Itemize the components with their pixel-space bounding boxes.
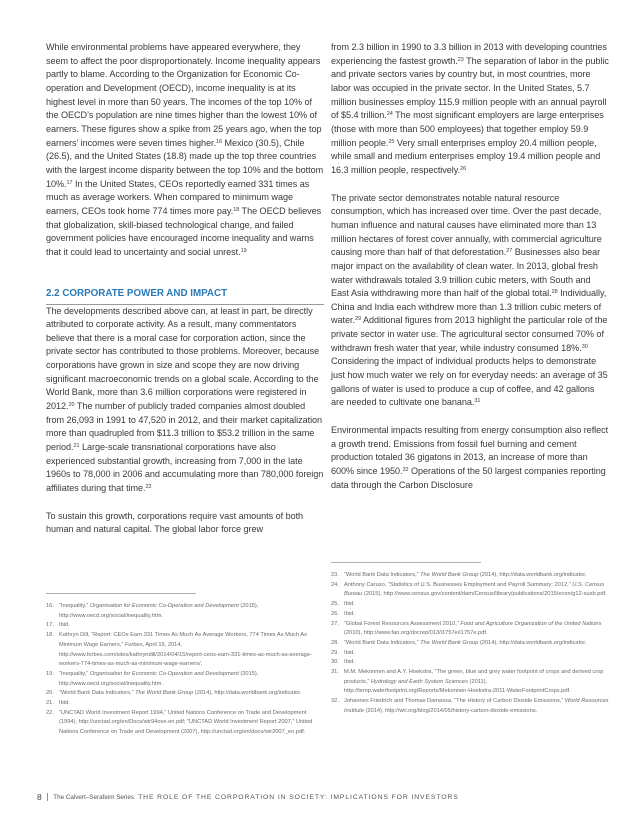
footnote-ref[interactable]: 17 [66,179,73,186]
footnote-ref[interactable]: 21 [73,443,80,450]
paragraph-labor-force [331,41,609,178]
series-name: The Calvert–Serafeim Series [53,793,135,801]
footnote-number: 21. [46,700,54,707]
footnote-text: Ibid. [344,601,355,608]
footnote-ref[interactable]: 25 [388,138,395,145]
footnote-number: 16. [46,603,54,609]
footnote-item [331,610,609,620]
paragraph-energy-consumption [331,424,609,492]
paragraph-sustain-growth [46,510,324,537]
footnote-item [46,670,324,689]
footnote-text: Johannes Friedrich and Thomas Damassa, “The History of Carbon Dioxide Emissions,” World Resources Institute (2014), http://wri.org/blog/2014/05/history-carbon-dioxide-emissions. [344,698,609,714]
footnote-number: 20. [46,690,54,697]
text-run: Individually, China and India each withdrew more than 1.3 trillion cubic meters of water. [331,288,607,326]
footnote-text: “Inequality,” Organisation for Economic Co-Operation and Development (2015), http://www.oecd.org/social/inequality.htm. [59,603,259,619]
paragraph-corporate-activity [46,305,324,496]
text-run: In the United States, CEOs reportedly earned 331 times as much as average workers. When compared to minimum wage earners, CEOs took home 774 times more pay. [46,178,310,216]
footnote-number: 29. [331,649,339,656]
footnote-number: 31. [331,669,339,676]
text-run: from 2.3 billion in 1990 to 3.3 billion in 2013 with developing countries experiencing the fastest growth. [331,42,607,66]
footnote-text: “Inequality,” Organisation for Economic Co-Operation and Development (2015), http://www.oecd.org/social/inequality.htm. [59,670,259,687]
text-run: The developments described above can, at least in part, be directly attributed to corporate activity. As a result, many commentators believe that there is a moral case for corporation action, since the private sector has contributed to those problems. Moreover, because corporations have grown in size and scope they are now driving significant macroeconomic trends on a global scale. According to the World Bank, more than 3.6 million corporations were registered in 2012. [46,305,320,412]
footnote-ref[interactable]: 27 [506,248,513,255]
footnote-divider [331,562,481,563]
footnote-item [331,668,609,697]
footnote-item [331,600,609,610]
paragraph-income-inequality [46,41,324,260]
footnote-ref[interactable]: 29 [354,316,361,323]
footnote-item [331,658,609,668]
footnote-text: “World Bank Data Indicators,” The World Bank Group (2014), http://data.worldbank.org/indicator. [344,639,587,646]
footnote-item [46,689,324,699]
footnote-number: 23. [331,572,339,578]
text-run: While environmental problems have appeared everywhere, they seem to affect the poor disproportionately. Income inequality appears partly to blame. According to the Organization for Economic Co-operation and Development (OECD), income inequality is at its highest level in more than 50 years. The incomes of the top 10% of the OECD’s population are nine times higher than the lowest 10% of earners. These figures show a spike from 25 years ago, when the top earners’ incomes were seven times higher. [46,42,322,148]
text-run: The OECD believes that globalization, skill-biased technological change, and failed government policies have encouraged income inequality and warns that it could lead to uncertainty and social unrest. [46,205,322,257]
text-run: To sustain this growth, corporations require vast amounts of both human and natural capital. The global labor force grew [46,510,304,535]
footnote-ref[interactable]: 16 [215,138,222,145]
footnote-ref[interactable]: 30 [581,343,588,350]
footnote-number: 27. [331,620,339,627]
footnote-ref[interactable]: 20 [68,402,75,409]
footnote-ref[interactable]: 22 [145,484,152,491]
footnote-number: 25. [331,601,339,608]
footnote-text: “Global Forest Resources Assessment 2010,” Food and Agriculture Organization of the United Nations (2010), http://www.fao.org/docrep/013/i1757e/i1757e.pdf. [344,620,602,637]
footnote-text: Ibid. [59,700,70,707]
footnote-list [46,602,324,738]
footnote-ref[interactable]: 28 [551,289,558,296]
footnote-text: M.M. Mekonnen and A.Y. Hoekstra, “The green, blue and grey water footprint of crops and derived crop products,” Hydrology and Earth System Sciences (2011), http://temp.waterfootprint.org/Reports/Mekonnen-Hoekstra-2011-WaterFootprintCrops.pdf. [344,669,604,695]
footnote-item [331,571,609,581]
text-run: Very small enterprises employ 20.4 million people, while small and medium enterprises employ 19.4 million people and 16.3 million people, respectively. [331,137,601,175]
right-column [331,41,609,492]
footer-divider-bar [47,793,49,801]
paragraph-natural-resources [331,192,609,411]
text-run: Mexico (30.5), Chile (26.5), and the United States (18.8) made up the top three countries with the largest income disparity between the top 10% and the bottom 10%. [46,137,324,189]
footnote-item [46,699,324,709]
footnote-item [331,649,609,659]
footnote-item [331,620,609,639]
footnotes-right [331,562,609,717]
page-number: 8 [37,792,42,802]
footnote-item [46,621,324,631]
footnote-number: 28. [331,639,339,646]
text-run: Businesses also bear major impact on the availability of clean water. In 2013, global fresh water withdrawals totaled 3.9 trillion cubic meters, with South and East Asia withdrawing more than half of the global total. [331,247,601,299]
footnote-ref[interactable]: 24 [386,111,393,118]
footnote-item [46,631,324,670]
footnote-ref[interactable]: 23 [457,56,464,63]
footnote-text: “World Bank Data Indicators,” The World Bank Group (2014), http://data.worldbank.org/indicator. [59,690,302,697]
footnote-text: Kathryn Dill, “Report: CEOs Earn 331 Times As Much As Average Workers, 774 Times As Much As Minimum Wage Earners,” Forbes, April 15, 2014, http://www.forbes.com/sites/kathryndill/2014/04/15/report-ceos-earn-331-times-as-much-as-average-workers-774-times-as-much-as-minimum-wage-earners/. [59,632,312,668]
text-run: Operations of the 50 largest companies reporting data through the Carbon Disclosure [331,466,606,490]
footnote-text: Ibid. [344,659,355,666]
left-column [46,41,324,537]
footnote-ref[interactable]: 32 [402,467,409,474]
footnote-ref[interactable]: 18 [233,206,240,213]
text-run: Environmental impacts resulting from energy consumption also reflect a growth trend. Emissions from fossil fuel burning and cement production totaled 36 gigatons in 2013, an increase of more than 600% since 1950. [331,425,609,477]
footnote-number: 18. [46,632,54,639]
text-run: Large-scale transnational corporations have also experienced substantial growth, increasing from 7,000 in the late 1960s to 78,000 in 2006 and accumulating more than 780,000 foreign affiliates during that time. [46,442,324,494]
footnote-text: Anthony Caruso, “Statistics of U.S. Businesses Employment and Payroll Summary: 2012,” U.S. Census Bureau (2015), http://www.census.gov/content/dam/Census/library/publications/2015/econ/g12-susb.pdf. [344,581,607,598]
footnote-list [331,571,609,717]
text-run: The number of publicly traded companies almost doubled from 26,093 in 1991 to 47,520 in 2012, and their market capitalization more than quadrupled from $11.3 trillion to $53.2 trillion in the same period. [46,401,323,453]
section-heading: 2.2 CORPORATE POWER AND IMPACT [46,288,324,305]
footnote-item [331,697,609,716]
text-run: The private sector demonstrates notable natural resource consumption, which has increased over time. Over the past decade, human influence and natural causes have eliminated more than 13 million hectares of forest cover annually, with commercial agriculture causing more than half of that deforestation. [331,192,602,258]
footnote-number: 32. [331,698,339,705]
footnotes-left [46,593,324,738]
text-run: Considering the impact of individual products helps to demonstrate just how much water we rely on for everyday needs: an average of 35 gallons of water is used to produce a cup of coffee, and 42 gallons are needed to cultivate one banana. [331,356,608,408]
footnote-text: “World Bank Data Indicators,” The World Bank Group (2014), http://data.worldbank.org/indicator. [344,572,587,578]
footnote-item [46,709,324,738]
footnote-item [46,602,324,621]
footnote-ref[interactable]: 19 [240,247,247,254]
footnote-item [331,639,609,649]
footnote-text: Ibid. [344,610,355,617]
footnote-divider [46,593,196,594]
text-run: The most significant employers are large enterprises (those with more than 500 employees) that together employ 59.9 million people. [331,110,604,148]
footnote-item [331,581,609,600]
footnote-text: Ibid. [59,622,70,629]
footnote-text: Ibid. [344,649,355,656]
footnote-number: 19. [46,670,54,677]
footnote-number: 30. [331,659,339,666]
report-title: THE ROLE OF THE CORPORATION IN SOCIETY: IMPLICATIONS FOR INVESTORS [138,793,459,801]
footnote-number: 22. [46,709,54,716]
footnote-number: 17. [46,622,54,629]
footnote-number: 24. [331,581,339,588]
text-run: The separation of labor in the public and private sectors varies by country but, in most countries, more labor was occupied in the private sector. In the United States, 5.7 million businesses employ 115.9 million people with an annual payroll of $5.4 trillion. [331,55,609,121]
footnote-ref[interactable]: 26 [460,165,467,172]
text-run: Additional figures from 2013 highlight the particular role of the private sector in water use. The agricultural sector consumed 70% of withdrawn fresh water that year, while industry consumed 18%. [331,315,608,353]
footnote-text: “UNCTAD World Investment Report 1994,” United Nations Conference on Trade and Development (1994), http://unctad.org/en/Docs/wir94ove.en.pdf; “UNCTAD World Investment Report 2007,” United Nations Conference on Trade and Development (2007), http://unctad.org/en/docs/wir2007_en.pdf. [59,709,313,736]
footnote-number: 26. [331,610,339,617]
footnote-ref[interactable]: 31 [474,398,481,405]
page-footer [37,792,459,802]
